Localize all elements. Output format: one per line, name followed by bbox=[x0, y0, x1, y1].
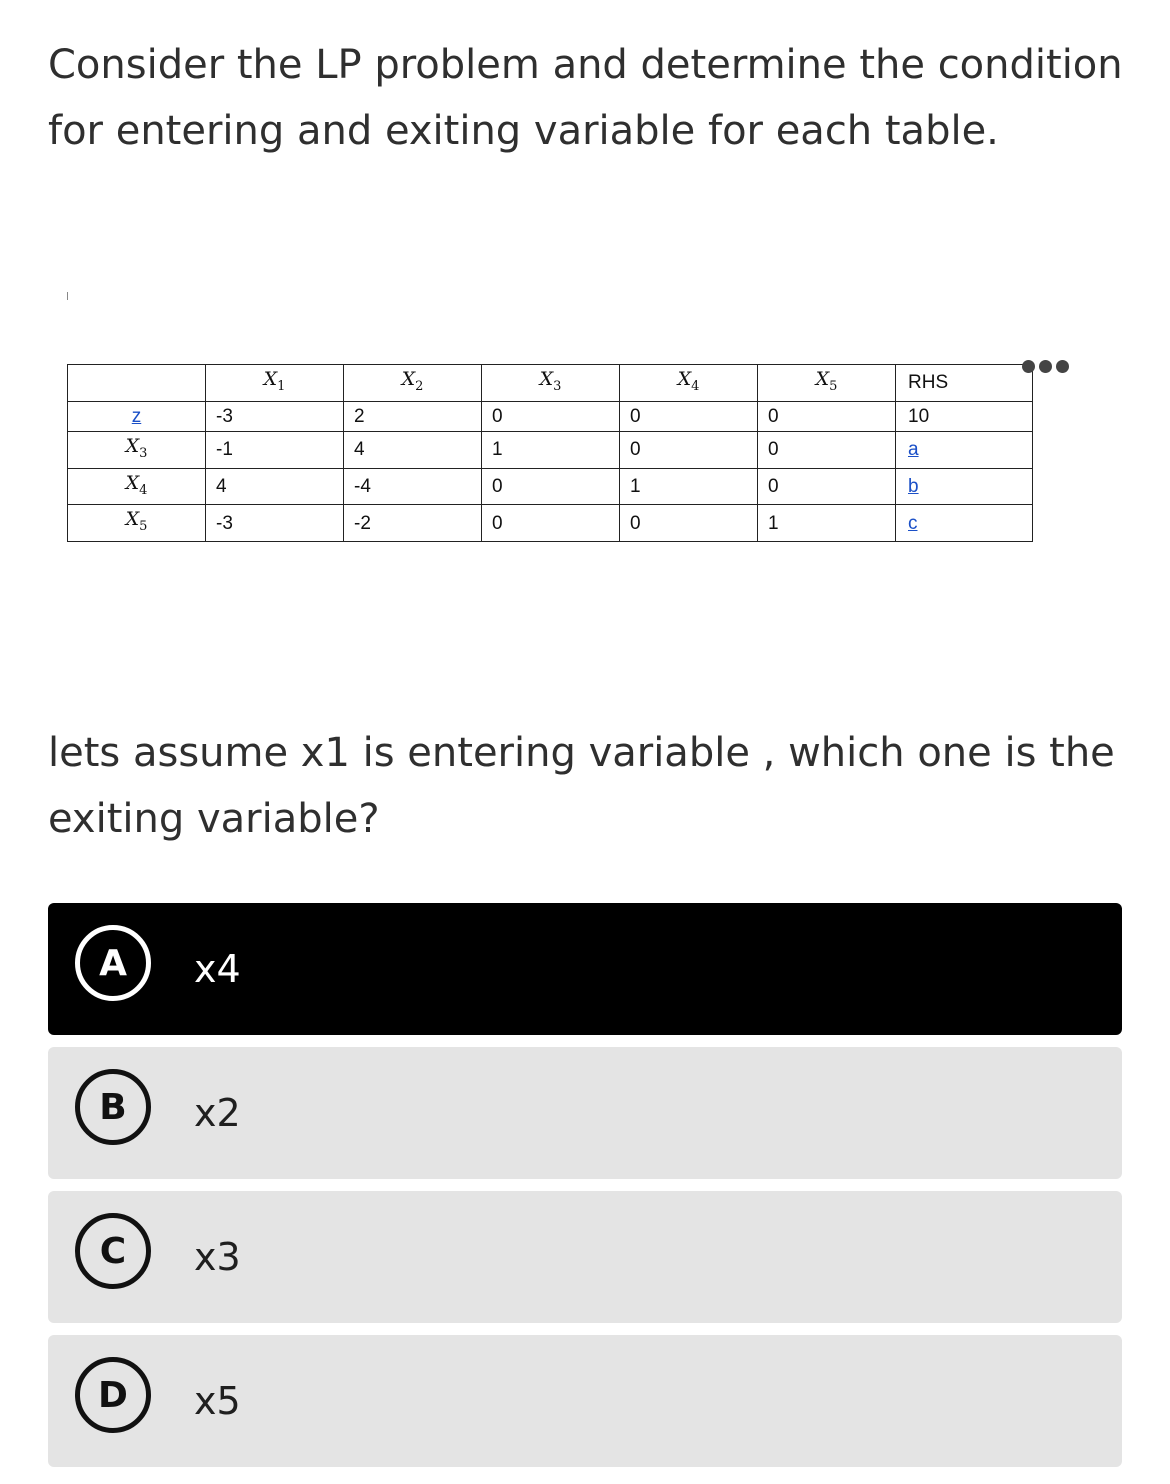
simplex-tableau bbox=[67, 364, 1033, 542]
row-label: $X_5$ bbox=[68, 505, 206, 542]
option-letter-badge: D bbox=[75, 1357, 151, 1433]
table-cell: 0 bbox=[482, 401, 620, 431]
option-letter-badge: C bbox=[75, 1213, 151, 1289]
tableau-header-row bbox=[68, 365, 1033, 402]
tableau-row-x5 bbox=[68, 505, 1033, 542]
table-cell: 0 bbox=[758, 401, 896, 431]
rhs-link-c[interactable]: c bbox=[908, 512, 918, 534]
dot bbox=[1022, 360, 1035, 373]
option-label: x5 bbox=[194, 1379, 241, 1423]
table-cell: -1 bbox=[206, 431, 344, 468]
tableau-row-z bbox=[68, 401, 1033, 431]
option-d[interactable] bbox=[48, 1335, 1122, 1467]
header-cell-x4 bbox=[620, 365, 758, 402]
var-subscript: 4 bbox=[139, 482, 148, 498]
var-subscript: 5 bbox=[829, 378, 838, 394]
var-subscript: 1 bbox=[277, 378, 286, 394]
table-cell: 0 bbox=[620, 431, 758, 468]
table-cell: 0 bbox=[758, 431, 896, 468]
rhs-cell bbox=[896, 505, 1033, 542]
option-a[interactable] bbox=[48, 903, 1122, 1035]
table-cell: -3 bbox=[206, 401, 344, 431]
var-subscript: 3 bbox=[553, 378, 562, 394]
table-cell: 0 bbox=[758, 468, 896, 505]
header-cell-rhs: RHS bbox=[896, 365, 1033, 402]
option-label: x3 bbox=[194, 1235, 241, 1279]
rhs-cell bbox=[896, 468, 1033, 505]
header-cell-x1 bbox=[206, 365, 344, 402]
header-var-x1: $X_1$ bbox=[263, 368, 286, 394]
var-subscript: 2 bbox=[415, 378, 424, 394]
header-var-x4: $X_4$ bbox=[677, 368, 700, 394]
table-cell: 4 bbox=[206, 468, 344, 505]
rhs-link-b[interactable]: b bbox=[908, 475, 919, 497]
table-cell: 1 bbox=[758, 505, 896, 542]
row-label-link[interactable]: z bbox=[131, 405, 142, 427]
table-cell: 1 bbox=[620, 468, 758, 505]
table-cell: 1 bbox=[482, 431, 620, 468]
option-label: x4 bbox=[194, 947, 241, 991]
row-label bbox=[68, 401, 206, 431]
header-cell-empty bbox=[68, 365, 206, 402]
header-var-x5: $X_5$ bbox=[815, 368, 838, 394]
table-cell: -2 bbox=[344, 505, 482, 542]
header-var-x2: $X_2$ bbox=[401, 368, 424, 394]
row-label: $X_3$ bbox=[68, 431, 206, 468]
rhs-cell bbox=[896, 431, 1033, 468]
table-cell: 2 bbox=[344, 401, 482, 431]
option-c[interactable] bbox=[48, 1191, 1122, 1323]
dot bbox=[1056, 360, 1069, 373]
option-b[interactable] bbox=[48, 1047, 1122, 1179]
header-cell-x3 bbox=[482, 365, 620, 402]
table-cell: -3 bbox=[206, 505, 344, 542]
table-cell: 0 bbox=[620, 401, 758, 431]
divider-mark bbox=[67, 292, 68, 300]
rhs-cell: 10 bbox=[896, 401, 1033, 431]
option-letter-badge: A bbox=[75, 925, 151, 1001]
tableau-row-x3 bbox=[68, 431, 1033, 468]
table-cell: 0 bbox=[482, 468, 620, 505]
table-cell: 4 bbox=[344, 431, 482, 468]
option-label: x2 bbox=[194, 1091, 241, 1135]
row-label: $X_4$ bbox=[68, 468, 206, 505]
dot bbox=[1039, 360, 1052, 373]
var-subscript: 4 bbox=[691, 378, 700, 394]
table-cell: 0 bbox=[620, 505, 758, 542]
option-letter-badge: B bbox=[75, 1069, 151, 1145]
rhs-link-a[interactable]: a bbox=[908, 439, 919, 461]
more-dots-icon[interactable] bbox=[1022, 358, 1078, 374]
question-text: Consider the LP problem and determine the condition for entering and exiting variable for each table. bbox=[48, 42, 1123, 154]
prompt-text: lets assume x1 is entering variable , which one is the exiting variable? bbox=[48, 730, 1115, 842]
var-subscript: 5 bbox=[139, 519, 148, 535]
tableau-row-x4 bbox=[68, 468, 1033, 505]
header-cell-x5 bbox=[758, 365, 896, 402]
var-subscript: 3 bbox=[139, 445, 148, 461]
table-cell: -4 bbox=[344, 468, 482, 505]
header-var-x3: $X_3$ bbox=[539, 368, 562, 394]
header-cell-x2 bbox=[344, 365, 482, 402]
table-cell: 0 bbox=[482, 505, 620, 542]
